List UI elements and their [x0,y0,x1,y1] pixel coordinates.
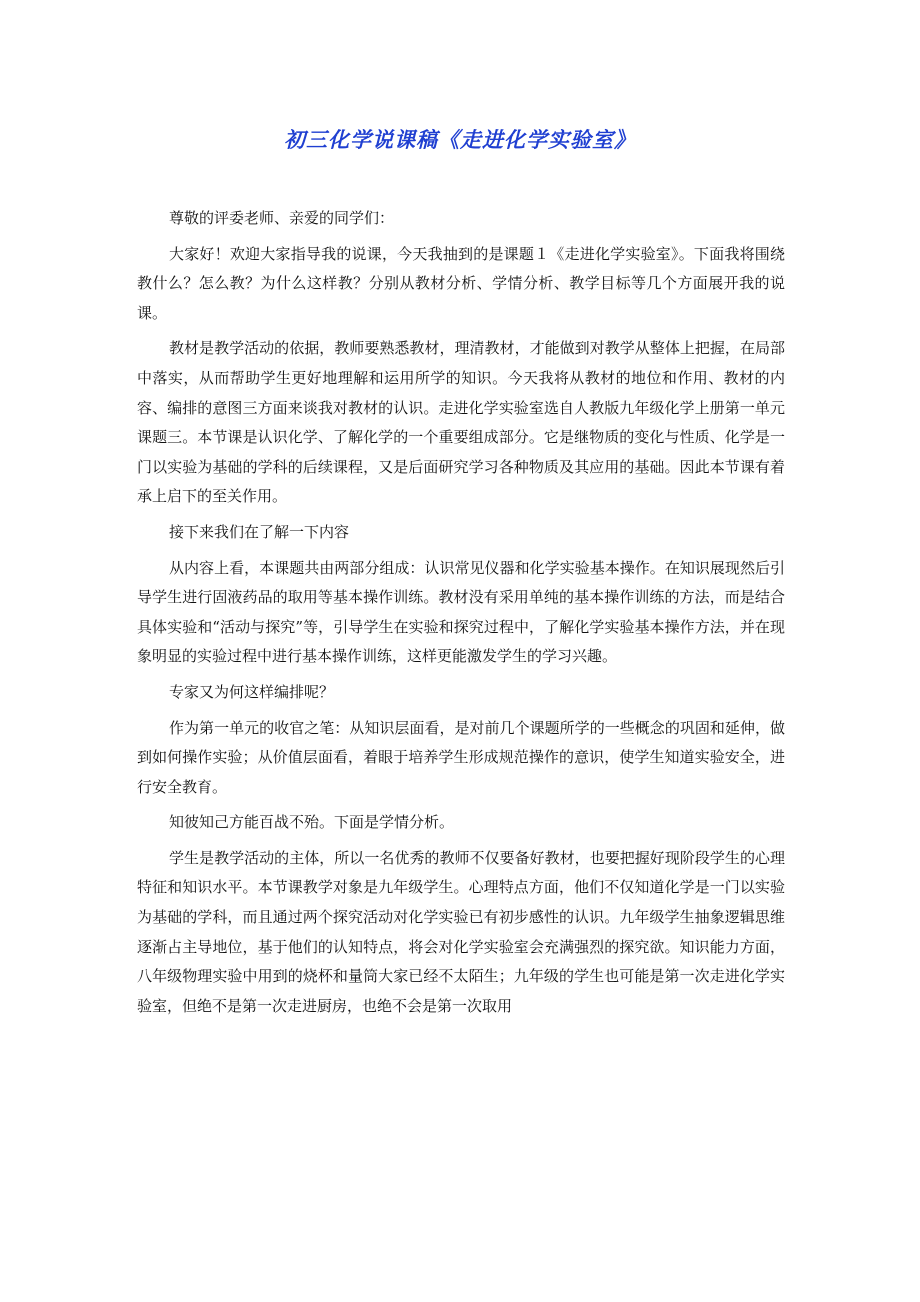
paragraph-transition-content: 接下来我们在了解一下内容 [169,522,350,541]
paragraph-textbook: 教材是教学活动的依据，教师要熟悉教材，理清教材，才能做到对教学从整体上把握，在局部中落实，从而帮助学生更好地理解和运用所学的知识。今天我将从教材的地位和作用、教材的内容、编排的意图三方面来谈我对教材的认识。走进化学实验室选自人教版九年级化学上册第一单元课题三。本节课是认识化学、了解化学的一个重要组成部分。它是继物质的变化与性质、化学是一门以实验为基础的学科的后续课程，又是后面研究学习各种物质及其应用的基础。因此本节课有着承上启下的至关作用。 [137,339,785,506]
document-body [137,204,785,1027]
paragraph-greeting: 尊敬的评委老师、亲爱的同学们： [169,209,395,227]
document-title: 初三化学说课稿《走进化学实验室》 [284,127,636,152]
paragraph-learner-analysis: 学生是教学活动的主体，所以一名优秀的教师不仅要备好教材，也要把握好现阶段学生的心理特征和知识水平。本节课教学对象是九年级学生。心理特点方面，他们不仅知道化学是一门以实验为基础的学科，而且通过两个探究活动对化学实验已有初步感性的认识。九年级学生抽象逻辑思维逐渐占主导地位，基于他们的认知特点，将会对化学实验室会充满强烈的探究欲。知识能力方面，八年级物理实验中用到的烧杯和量筒大家已经不太陌生；九年级的学生也可能是第一次走进化学实验室，但绝不是第一次走进厨房，也绝不会是第一次取用 [137,848,785,1015]
paragraph-transition-learners: 知彼知己方能百战不殆。下面是学情分析。 [169,813,455,832]
paragraph-arrangement: 作为第一单元的收官之笔：从知识层面看，是对前几个课题所学的一些概念的巩固和延伸，做到如何操作实验；从价值层面看，着眼于培养学生形成规范操作的意识，使学生知道实验安全，进行安全教育。 [137,718,785,796]
paragraph-content: 从内容上看，本课题共由两部分组成：认识常见仪器和化学实验基本操作。在知识展现然后引导学生进行固液药品的取用等基本操作训练。教材没有采用单纯的基本操作训练的方法，而是结合具体实验和“活动与探究”等，引导学生在实验和探究过程中，了解化学实验基本操作方法，并在现象明显的实验过程中进行基本操作训练，这样更能激发学生的学习兴趣。 [137,558,785,666]
paragraph-intro: 大家好！欢迎大家指导我的说课，今天我抽到的是课题１《走进化学实验室》。下面我将围绕教什么？怎么教？为什么这样教？分别从教材分析、学情分析、教学目标等几个方面展开我的说课。 [137,244,785,322]
paragraph-question: 专家又为何这样编排呢？ [169,682,335,701]
